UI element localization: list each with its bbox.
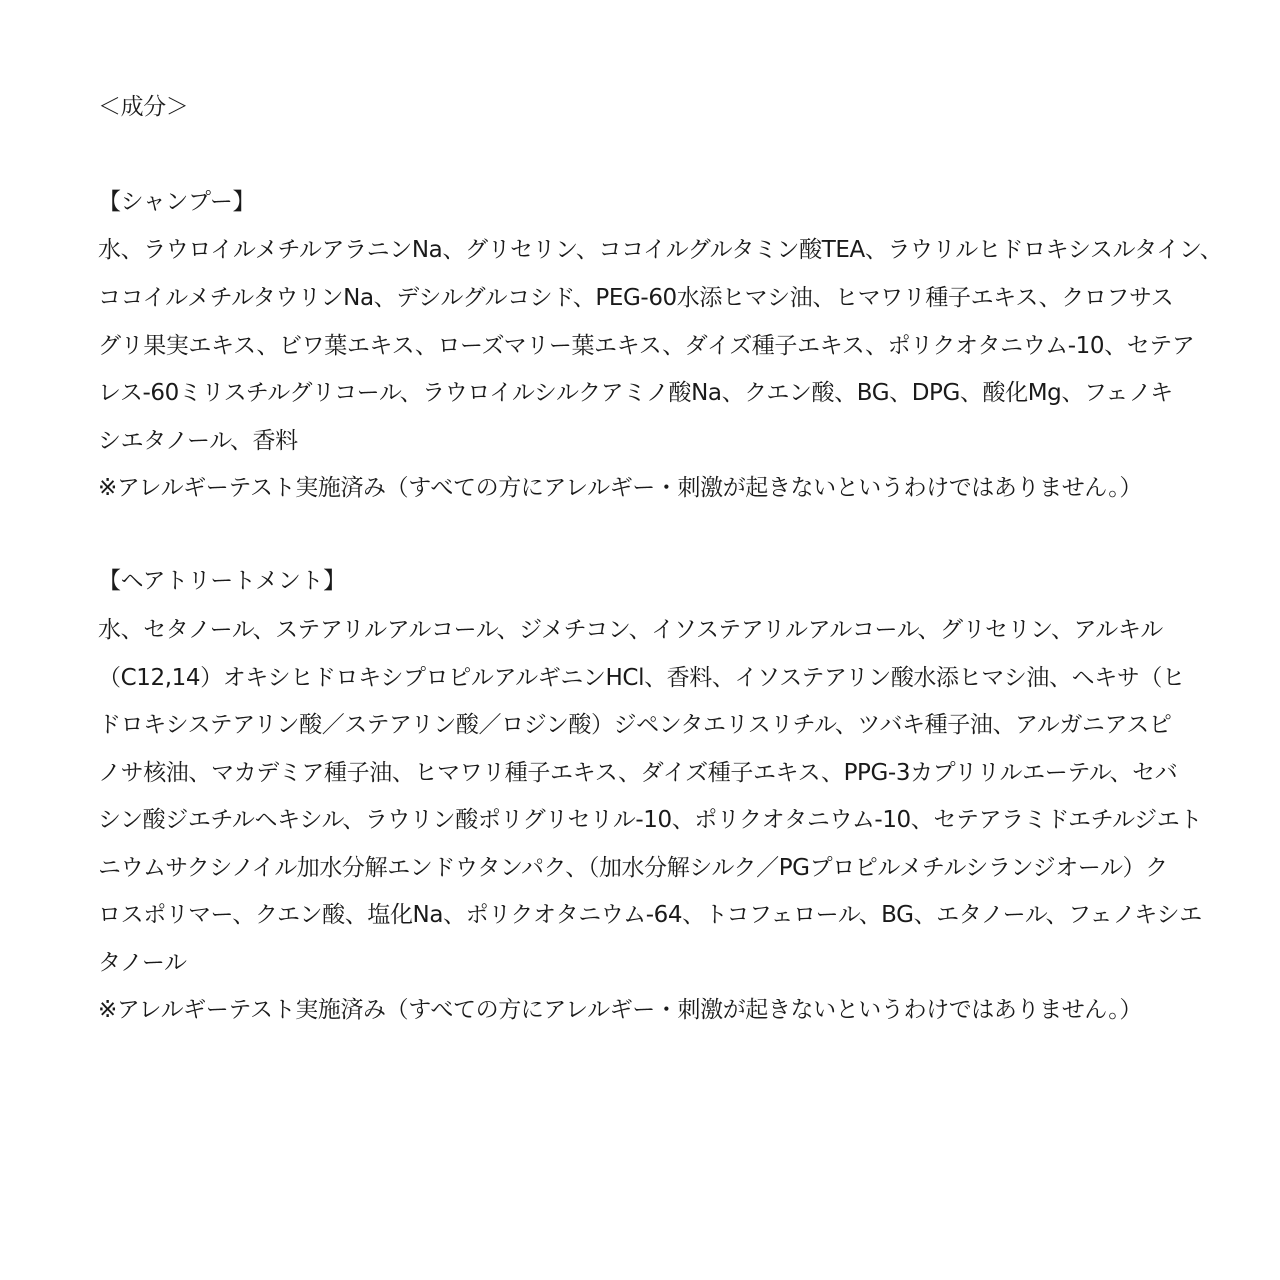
treatment-ingredients-line: タノール [98,950,187,976]
treatment-title: 【ヘアトリートメント】 [98,568,346,594]
shampoo-title: 【シャンプー】 [98,189,256,215]
treatment-allergy-note: ※アレルギーテスト実施済み（すべての方にアレルギー・刺激が起きないというわけではありません。） [98,997,1142,1023]
treatment-ingredients-line: ロスポリマー、クエン酸、塩化Na、ポリクオタニウム-64、トコフェロール、BG、エタノール、フェノキシエ [98,902,1202,928]
ingredients-heading: ＜成分＞ [98,94,189,120]
shampoo-ingredients-line: シエタノール、香料 [98,428,298,454]
shampoo-allergy-note: ※アレルギーテスト実施済み（すべての方にアレルギー・刺激が起きないというわけではありません。） [98,475,1142,501]
treatment-ingredients-line: ドロキシステアリン酸／ステアリン酸／ロジン酸）ジペンタエリスリチル、ツバキ種子油、アルガニアスピ [98,712,1172,738]
treatment-ingredients-line: シン酸ジエチルヘキシル、ラウリン酸ポリグリセリル-10、ポリクオタニウム-10、セテアラミドエチルジエト [98,807,1202,833]
treatment-ingredients-line: （C12,14）オキシヒドロキシプロピルアルギニンHCl、香料、イソステアリン酸水添ヒマシ油、ヘキサ（ヒ [98,665,1185,691]
shampoo-ingredients-line: レス-60ミリスチルグリコール、ラウロイルシルクアミノ酸Na、クエン酸、BG、DPG、酸化Mg、フェノキ [98,380,1173,406]
treatment-ingredients-line: ノサ核油、マカデミア種子油、ヒマワリ種子エキス、ダイズ種子エキス、PPG-3カプリリルエーテル、セバ [98,760,1178,786]
shampoo-ingredients-line: 水、ラウロイルメチルアラニンNa、グリセリン、ココイルグルタミン酸TEA、ラウリルヒドロキシスルタイン、 [98,237,1223,263]
shampoo-ingredients-line: グリ果実エキス、ビワ葉エキス、ローズマリー葉エキス、ダイズ種子エキス、ポリクオタニウム-10、セテア [98,333,1195,359]
treatment-ingredients-line: ニウムサクシノイル加水分解エンドウタンパク、（加水分解シルク／PGプロピルメチルシランジオール）ク [98,855,1168,881]
treatment-ingredients-line: 水、セタノール、ステアリルアルコール、ジメチコン、イソステアリルアルコール、グリセリン、アルキル [98,617,1163,643]
shampoo-ingredients-line: ココイルメチルタウリンNa、デシルグルコシド、PEG-60水添ヒマシ油、ヒマワリ種子エキス、クロフサス [98,285,1174,311]
